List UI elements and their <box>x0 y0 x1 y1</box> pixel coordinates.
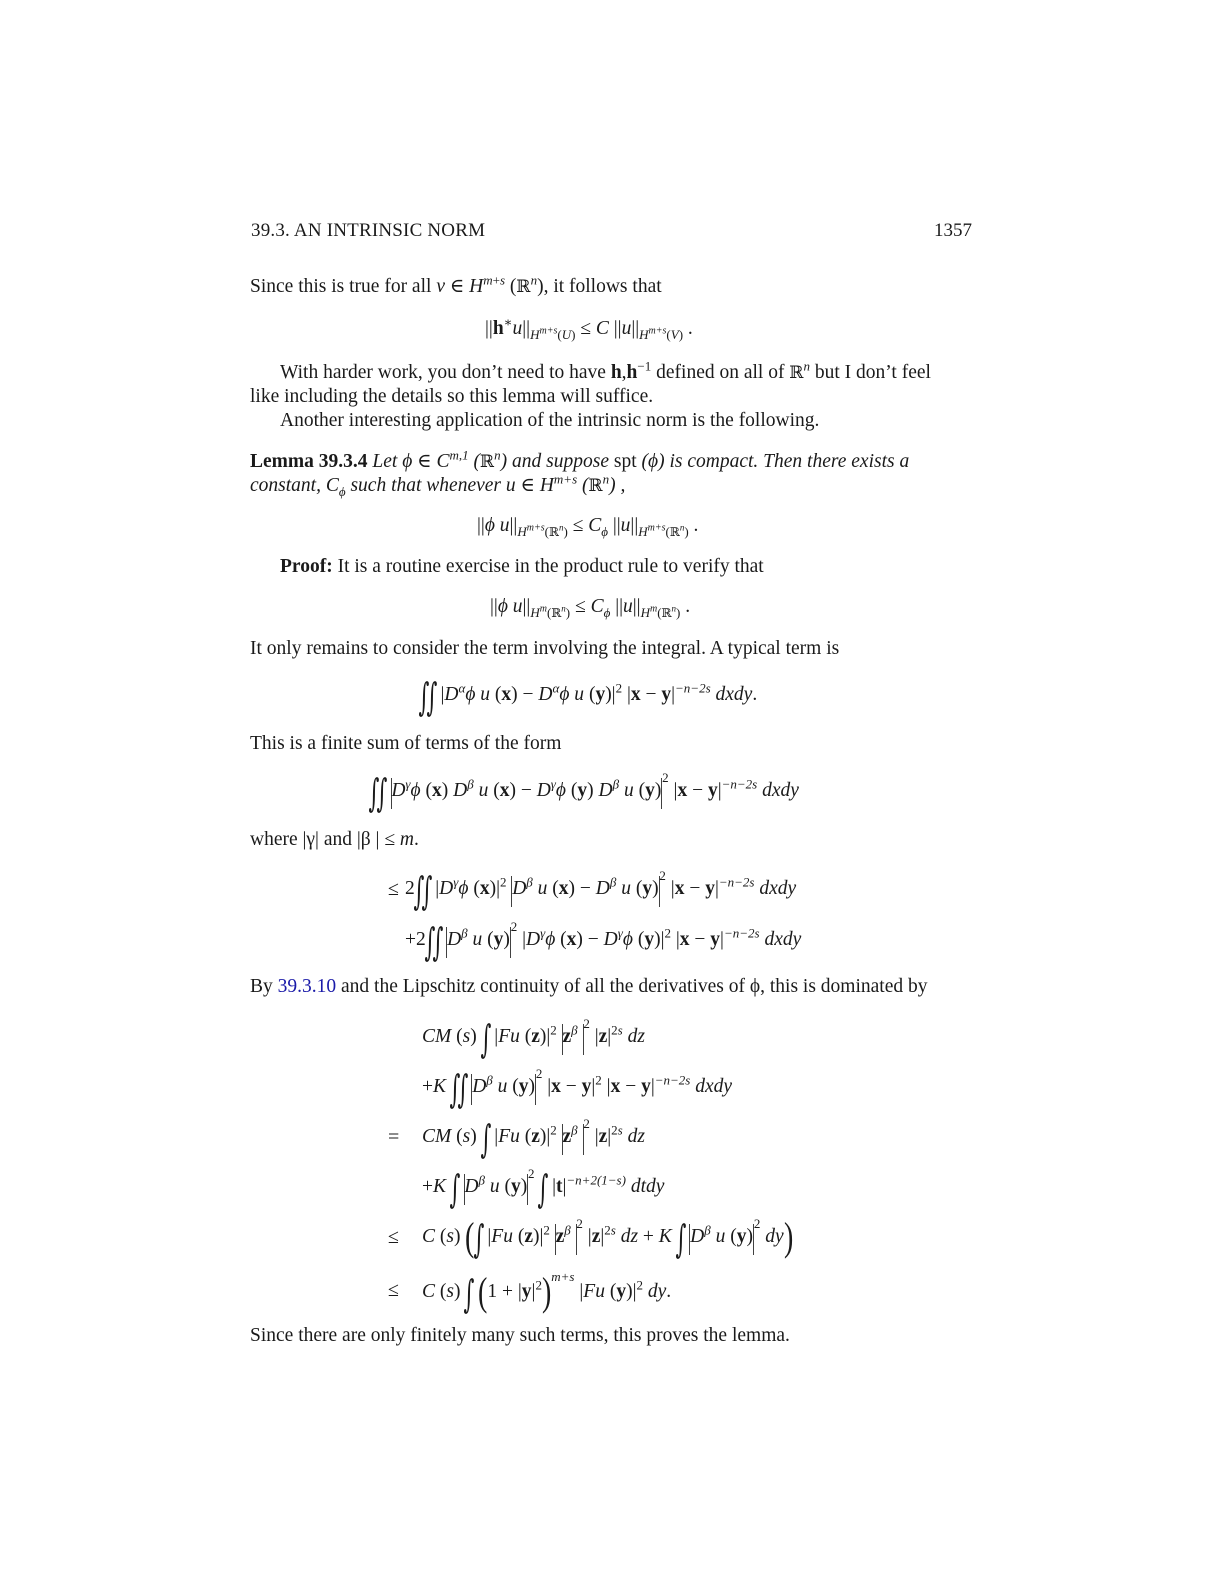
chain-line-3: CM (s) ∫ |Fu $(z)|^2$ $|z^\beta$ $|^2$ $|z|^{2s}$ dz <box>422 1116 645 1161</box>
proof-label: Proof: <box>280 556 333 577</box>
equation-lemma-bound: ||ϕ $u||_{H^{m+s}(ℝ^n)} \le C_\phi$ $||u||_{H^{m+s}(ℝ^n)}$ . <box>477 515 699 539</box>
equation-hm-bound: ||ϕ $u||_{H^m(ℝ^n)} \le C_\phi$ $||u||_{H^m(ℝ^n)}$ . <box>490 596 691 620</box>
paragraph-5: This is a finite sum of terms of the form <box>250 733 562 754</box>
relation-eq: = <box>388 1126 400 1148</box>
paragraph-4: It only remains to consider the term involving the integral. A typical term is <box>250 638 840 659</box>
equation-typical-term: ∫∫ $|D^\alpha\phi$ u $(x) - D^\alpha\phi$ u $(y)|^2$ $|x - y|^{-n-2s}$ dxdy. <box>418 675 758 719</box>
equation-reference-link[interactable]: 39.3.10 <box>277 976 337 997</box>
running-header: 39.3. AN INTRINSIC NORM <box>251 220 486 241</box>
chain-line-2: +K ∫∫ $|D^\beta$ u $(y)|^2$ $|x - y|^2$ $|x - y|^{-n-2s}$ dxdy <box>422 1066 733 1111</box>
equation-bound-line-1: 2∫∫ $|D^\gamma\phi$ $(x)|^2$ $|D^\beta$ u $(x) - D^\beta$ u $(y)|^2$ $|x - y|^{-n-2s}$ dxdy <box>405 868 797 913</box>
chain-line-1: CM (s) ∫ |Fu $(z)|^2$ $|z^\beta$ $|^2$ $|z|^{2s}$ dz <box>422 1016 645 1061</box>
lemma-statement-line-1: Lemma 39.3.4 Let ϕ ∈ C$^{m,1}$ (ℝ$^n$) and suppose spt (ϕ) is compact. Then there exists a <box>250 447 910 472</box>
chain-line-6: C (s) ∫ $(1 + |y|^2)^{m+s}$ |Fu $(y)|^2$ dy. <box>422 1269 672 1316</box>
relation-leq-3: ≤ <box>388 1279 399 1301</box>
equation-bound-line-2: +2∫∫ $|D^\beta$ u $(y)|^2$ $|D^\gamma\phi$ $(x) - D^\gamma\phi$ $(y)|^2$ $|x - y|^{-n-2s}$ dxdy <box>405 919 802 964</box>
paragraph-2-line-1: With harder work, you don’t need to have $h,h^{-1}$ defined on all of ℝ$^n$ but I don’t feel <box>280 358 931 383</box>
relation-leq-2: ≤ <box>388 1226 399 1248</box>
paragraph-8: Since there are only finitely many such terms, this proves the lemma. <box>250 1325 790 1346</box>
equation-finite-sum-term: ∫∫ $|D^\gamma\phi$ (x) $D^\beta$ u $(x) - D^\gamma\phi$ (y) $D^\beta$ u $(y)|^2$ $|x - y|^{-n-2s}$ dxdy <box>368 770 799 815</box>
proof-line: Proof: It is a routine exercise in the product rule to verify that <box>280 556 764 577</box>
paragraph-6: where |γ| and |β | ≤ m. <box>250 829 419 850</box>
paragraph-2-line-2: like including the details so this lemma will suffice. <box>250 386 654 407</box>
chain-line-5: C (s) (∫ |Fu $(z)|^2$ $|z^\beta$ $|^2$ $|z|^{2s}$ dz + K ∫ $|D^\beta$ u $(y)|^2$ dy) <box>422 1214 793 1261</box>
equation-h-star-bound: $||h^∗u||_{H^{m+s}(U)} \le C$ $||u||_{H^{m+s}(V)}$ . <box>485 314 693 342</box>
page-number: 1357 <box>934 220 972 241</box>
lemma-label: Lemma 39.3.4 <box>250 451 368 472</box>
paragraph-1: Since this is true for all v ∈ $H^{m+s}$ (ℝ$^n$), it follows that <box>250 272 662 297</box>
relation-leq-1: ≤ <box>388 878 399 900</box>
chain-line-4: +K ∫ $|D^\beta$ u $(y)|^2$ ∫ $|t|^{-n+2(1-s)}$ dtdy <box>422 1166 665 1211</box>
lemma-statement-line-2: constant, $C_\phi$ such that whenever u ∈ $H^{m+s}$ (ℝ$^n$) , <box>250 471 626 499</box>
paragraph-3: Another interesting application of the intrinsic norm is the following. <box>280 410 820 431</box>
paragraph-7: By 39.3.10 and the Lipschitz continuity of all the derivatives of ϕ, this is dominated by <box>250 976 928 997</box>
